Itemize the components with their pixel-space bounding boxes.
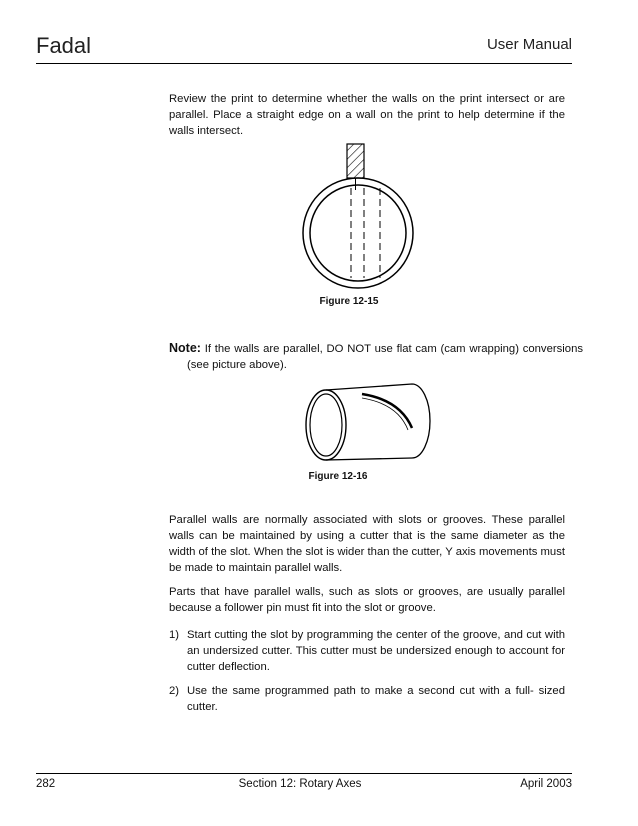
slot-curve-edge bbox=[362, 398, 408, 430]
footer-rule bbox=[36, 773, 572, 774]
list-text: Use the same programmed path to make a second cut with a full- sized cutter. bbox=[187, 685, 565, 713]
note-text: If the walls are parallel, DO NOT use flat cam (cam wrapping) conversions (see picture above). bbox=[187, 343, 583, 371]
list-item bbox=[169, 627, 565, 675]
cylinder-end-outer bbox=[306, 390, 346, 460]
list-number: 2) bbox=[169, 685, 180, 697]
note-paragraph bbox=[169, 340, 583, 373]
outer-ring bbox=[303, 178, 413, 288]
publication-date: April 2003 bbox=[520, 778, 572, 790]
page-number: 282 bbox=[36, 778, 56, 790]
note-label: Note: bbox=[169, 341, 201, 355]
figure-12-15 bbox=[300, 138, 440, 298]
cutter-hatched bbox=[347, 144, 364, 178]
figure-12-16-caption: Figure 12-16 bbox=[308, 471, 368, 482]
brand-name: Fadal bbox=[36, 33, 92, 58]
section-title: Section 12: Rotary Axes bbox=[238, 778, 362, 790]
figure-12-15-caption: Figure 12-15 bbox=[319, 296, 379, 307]
cylinder-end-inner bbox=[310, 394, 342, 456]
header-rule bbox=[36, 63, 572, 64]
follower-pin-paragraph: Parts that have parallel walls, such as slots or grooves, are usually parallel because a follower pin must fit into the slot or groove. bbox=[169, 586, 565, 614]
figure-12-16 bbox=[300, 378, 440, 468]
intro-paragraph: Review the print to determine whether the walls on the print intersect or are parallel. Place a straight edge on a wall on the print to help determine if the walls intersect. bbox=[169, 93, 565, 137]
parallel-walls-paragraph: Parallel walls are normally associated with slots or grooves. These parallel walls can be maintained by using a cutter that is the same diameter as the width of the slot. When the slot is wider than the cutter, Y axis movements must be made to maintain parallel walls. bbox=[169, 514, 565, 574]
document-title: User Manual bbox=[486, 36, 572, 53]
list-text: Start cutting the slot by programming the center of the groove, and cut with an undersized cutter. This cutter must be undersized enough to account for cutter deflection. bbox=[187, 629, 565, 673]
inner-ring bbox=[310, 185, 406, 281]
list-number: 1) bbox=[169, 629, 180, 641]
list-item bbox=[169, 683, 565, 715]
